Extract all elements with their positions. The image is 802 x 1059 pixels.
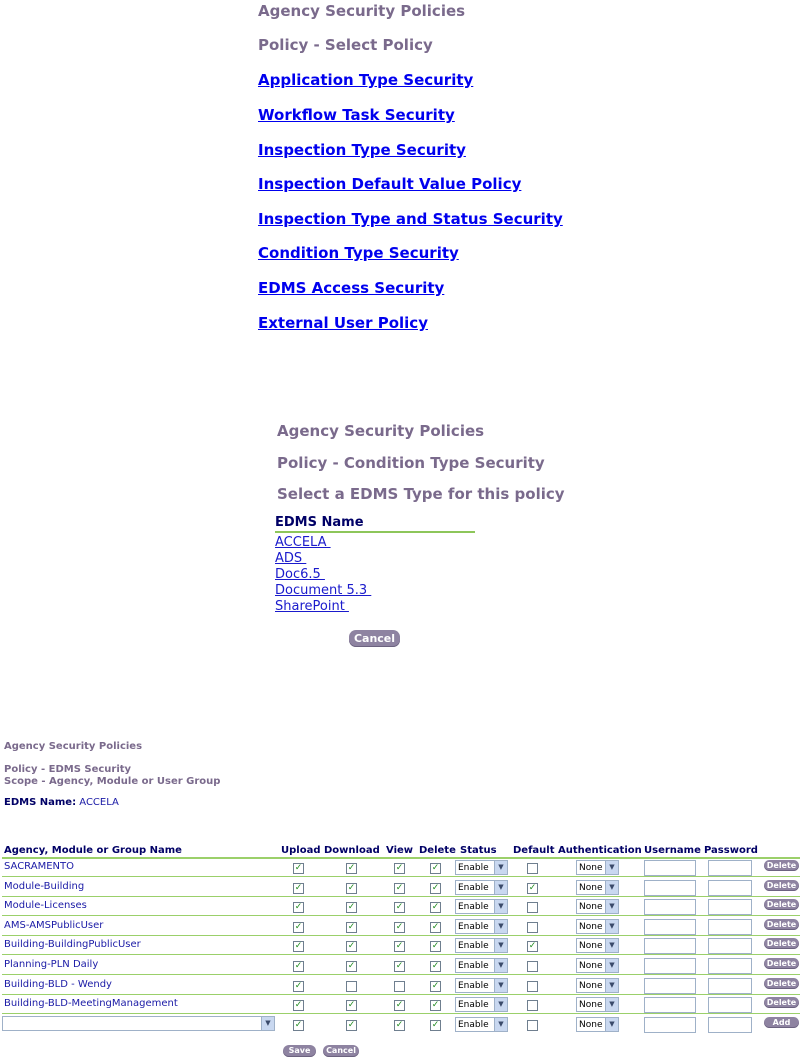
chevron-down-icon: ▼	[494, 900, 507, 913]
col-header-default: Default	[513, 845, 555, 856]
col-header-delete: Delete	[419, 845, 456, 856]
password-field[interactable]	[708, 1017, 752, 1033]
chevron-down-icon: ▼	[261, 1017, 274, 1030]
auth-select[interactable]	[576, 997, 619, 1012]
chevron-down-icon: ▼	[605, 939, 618, 952]
chevron-down-icon: ▼	[605, 959, 618, 972]
status-value: Enable	[458, 863, 489, 873]
save-button[interactable]: Save	[283, 1045, 316, 1057]
auth-value: None	[579, 941, 603, 951]
edms-name-label: EDMS Name:	[4, 797, 77, 808]
cancel-button[interactable]: Cancel	[349, 630, 400, 647]
edms-name-column-header: EDMS Name	[275, 515, 475, 533]
row-name: Module-Licenses	[4, 900, 87, 911]
chevron-down-icon: ▼	[605, 881, 618, 894]
default-checkbox[interactable]	[527, 863, 538, 874]
status-select[interactable]	[455, 899, 508, 914]
upload-checkbox[interactable]: ✓	[294, 961, 303, 971]
username-field[interactable]	[644, 997, 696, 1013]
view-checkbox[interactable]	[394, 981, 405, 992]
link-workflow-task-security[interactable]: Workflow Task Security	[258, 106, 455, 124]
auth-select[interactable]	[576, 880, 619, 895]
auth-select[interactable]	[576, 899, 619, 914]
chevron-down-icon: ▼	[605, 920, 618, 933]
auth-select[interactable]	[576, 938, 619, 953]
default-checkbox[interactable]	[527, 1000, 538, 1011]
upload-checkbox[interactable]: ✓	[294, 941, 303, 951]
password-field[interactable]	[708, 860, 752, 876]
default-checkbox[interactable]	[527, 981, 538, 992]
download-checkbox[interactable]: ✓	[347, 1020, 356, 1030]
default-checkbox[interactable]	[527, 902, 538, 913]
row-divider	[2, 915, 800, 916]
password-field[interactable]	[708, 899, 752, 915]
edms-prompt: Select a EDMS Type for this policy	[277, 485, 565, 503]
col-header-authentication: Authentication	[558, 845, 642, 856]
delete-checkbox[interactable]: ✓	[431, 981, 440, 991]
status-value: Enable	[458, 1020, 489, 1030]
chevron-down-icon: ▼	[605, 998, 618, 1011]
delete-checkbox[interactable]: ✓	[431, 941, 440, 951]
cancel-button[interactable]: Cancel	[323, 1045, 359, 1057]
username-field[interactable]	[644, 919, 696, 935]
row-name: Module-Building	[4, 881, 85, 892]
chevron-down-icon: ▼	[605, 1018, 618, 1031]
default-checkbox[interactable]: ✓	[528, 883, 537, 893]
username-field[interactable]	[644, 899, 696, 915]
download-checkbox[interactable]: ✓	[347, 1000, 356, 1010]
row-name: AMS-AMSPublicUser	[4, 920, 104, 931]
link-inspection-type-security[interactable]: Inspection Type Security	[258, 141, 466, 159]
download-checkbox[interactable]: ✓	[347, 863, 356, 873]
delete-row-button[interactable]: Delete	[764, 860, 799, 871]
view-checkbox[interactable]: ✓	[395, 863, 404, 873]
upload-checkbox[interactable]: ✓	[294, 922, 303, 932]
auth-select[interactable]	[576, 978, 619, 993]
link-application-type-security[interactable]: Application Type Security	[258, 71, 474, 89]
upload-checkbox[interactable]: ✓	[294, 1000, 303, 1010]
status-value: Enable	[458, 941, 489, 951]
chevron-down-icon: ▼	[605, 861, 618, 874]
delete-row-button[interactable]: Delete	[764, 978, 799, 989]
status-select[interactable]	[455, 860, 508, 875]
row-divider	[2, 994, 800, 995]
delete-checkbox[interactable]: ✓	[431, 1000, 440, 1010]
download-checkbox[interactable]	[346, 981, 357, 992]
chevron-down-icon: ▼	[494, 920, 507, 933]
auth-value: None	[579, 961, 603, 971]
username-field[interactable]	[644, 860, 696, 876]
row-name: Building-BLD-MeetingManagement	[4, 998, 178, 1009]
delete-checkbox[interactable]: ✓	[431, 961, 440, 971]
page-heading: Agency Security Policies	[277, 422, 485, 440]
policy-title: Policy - Condition Type Security	[277, 454, 545, 472]
auth-value: None	[579, 863, 603, 873]
password-field[interactable]	[708, 919, 752, 935]
chevron-down-icon: ▼	[605, 900, 618, 913]
upload-checkbox[interactable]: ✓	[294, 981, 303, 991]
username-field[interactable]	[644, 958, 696, 974]
status-value: Enable	[458, 883, 489, 893]
default-checkbox[interactable]	[527, 961, 538, 972]
chevron-down-icon: ▼	[494, 959, 507, 972]
chevron-down-icon: ▼	[494, 1018, 507, 1031]
download-checkbox[interactable]: ✓	[347, 922, 356, 932]
col-header-password: Password	[704, 845, 758, 856]
chevron-down-icon: ▼	[494, 881, 507, 894]
password-field[interactable]	[708, 938, 752, 954]
delete-row-button[interactable]: Delete	[764, 997, 799, 1008]
chevron-down-icon: ▼	[494, 939, 507, 952]
chevron-down-icon: ▼	[494, 861, 507, 874]
col-header-username: Username	[644, 845, 701, 856]
row-divider	[2, 1013, 800, 1014]
status-value: Enable	[458, 1000, 489, 1010]
edms-name-value: ACCELA	[79, 797, 119, 808]
auth-value: None	[579, 902, 603, 912]
auth-select[interactable]	[576, 1017, 619, 1032]
username-field[interactable]	[644, 1017, 696, 1033]
auth-value: None	[579, 883, 603, 893]
page-heading: Agency Security Policies	[258, 2, 466, 20]
col-header-upload: Upload	[281, 845, 321, 856]
upload-checkbox[interactable]: ✓	[294, 883, 303, 893]
upload-checkbox[interactable]: ✓	[294, 1020, 303, 1030]
username-field[interactable]	[644, 880, 696, 896]
edms-type-link[interactable]: SharePoint	[275, 599, 349, 614]
row-name: Planning-PLN Daily	[4, 959, 99, 970]
status-select[interactable]	[455, 978, 508, 993]
delete-checkbox[interactable]: ✓	[431, 922, 440, 932]
delete-row-button[interactable]: Delete	[764, 880, 799, 891]
link-external-user-policy[interactable]: External User Policy	[258, 314, 428, 332]
view-checkbox[interactable]: ✓	[395, 922, 404, 932]
status-select[interactable]	[455, 919, 508, 934]
link-inspection-type-status-security[interactable]: Inspection Type and Status Security	[258, 210, 563, 228]
row-divider	[2, 896, 800, 897]
download-checkbox[interactable]: ✓	[347, 961, 356, 971]
delete-row-button[interactable]: Delete	[764, 958, 799, 969]
password-field[interactable]	[708, 958, 752, 974]
delete-checkbox[interactable]: ✓	[431, 883, 440, 893]
row-name: Building-BLD - Wendy	[4, 979, 112, 990]
default-checkbox[interactable]	[527, 922, 538, 933]
view-checkbox[interactable]: ✓	[395, 883, 404, 893]
download-checkbox[interactable]: ✓	[347, 941, 356, 951]
policy-subheading: Policy - Select Policy	[258, 36, 433, 54]
status-select[interactable]	[455, 958, 508, 973]
add-button[interactable]: Add	[764, 1017, 799, 1028]
status-select[interactable]	[455, 997, 508, 1012]
row-divider	[2, 954, 800, 955]
row-divider	[2, 974, 800, 975]
auth-value: None	[579, 1020, 603, 1030]
col-header-download: Download	[324, 845, 380, 856]
password-field[interactable]	[708, 880, 752, 896]
status-select[interactable]	[455, 880, 508, 895]
chevron-down-icon: ▼	[605, 979, 618, 992]
row-divider	[2, 876, 800, 877]
link-condition-type-security[interactable]: Condition Type Security	[258, 244, 459, 262]
password-field[interactable]	[708, 997, 752, 1013]
row-divider	[2, 935, 800, 936]
status-value: Enable	[458, 961, 489, 971]
edms-type-link[interactable]: Document 5.3	[275, 583, 372, 598]
chevron-down-icon: ▼	[494, 979, 507, 992]
download-checkbox[interactable]: ✓	[347, 902, 356, 912]
link-inspection-default-value-policy[interactable]: Inspection Default Value Policy	[258, 175, 522, 193]
download-checkbox[interactable]: ✓	[347, 883, 356, 893]
upload-checkbox[interactable]: ✓	[294, 863, 303, 873]
col-header-name: Agency, Module or Group Name	[4, 845, 182, 856]
default-checkbox[interactable]	[527, 1020, 538, 1031]
row-name: Building-BuildingPublicUser	[4, 939, 141, 950]
group-name-select[interactable]	[2, 1016, 275, 1031]
view-checkbox[interactable]: ✓	[395, 1000, 404, 1010]
view-checkbox[interactable]: ✓	[395, 941, 404, 951]
col-header-status: Status	[460, 845, 497, 856]
chevron-down-icon: ▼	[494, 998, 507, 1011]
auth-select[interactable]	[576, 919, 619, 934]
col-header-view: View	[386, 845, 414, 856]
view-checkbox[interactable]: ✓	[395, 902, 404, 912]
edms-type-link[interactable]: Doc6.5	[275, 567, 325, 582]
view-checkbox[interactable]: ✓	[395, 961, 404, 971]
view-checkbox[interactable]: ✓	[395, 1020, 404, 1030]
upload-checkbox[interactable]: ✓	[294, 902, 303, 912]
auth-value: None	[579, 922, 603, 932]
header-divider	[2, 857, 800, 859]
page-heading: Agency Security Policies	[4, 741, 143, 752]
delete-checkbox[interactable]: ✓	[431, 863, 440, 873]
edms-type-link[interactable]: ACCELA	[275, 535, 331, 550]
username-field[interactable]	[644, 978, 696, 994]
edms-name-display	[4, 797, 119, 808]
auth-select[interactable]	[576, 860, 619, 875]
delete-checkbox[interactable]: ✓	[431, 1020, 440, 1030]
delete-checkbox[interactable]: ✓	[431, 902, 440, 912]
auth-select[interactable]	[576, 958, 619, 973]
username-field[interactable]	[644, 938, 696, 954]
password-field[interactable]	[708, 978, 752, 994]
delete-row-button[interactable]: Delete	[764, 899, 799, 910]
edms-type-link[interactable]: ADS	[275, 551, 307, 566]
auth-value: None	[579, 1000, 603, 1010]
status-select[interactable]	[455, 938, 508, 953]
delete-row-button[interactable]: Delete	[764, 919, 799, 930]
auth-value: None	[579, 981, 603, 991]
link-edms-access-security[interactable]: EDMS Access Security	[258, 279, 445, 297]
default-checkbox[interactable]: ✓	[528, 941, 537, 951]
status-value: Enable	[458, 981, 489, 991]
scope-text: Scope - Agency, Module or User Group	[4, 776, 221, 787]
status-value: Enable	[458, 902, 489, 912]
status-value: Enable	[458, 922, 489, 932]
row-name: SACRAMENTO	[4, 861, 74, 872]
delete-row-button[interactable]: Delete	[764, 938, 799, 949]
status-select[interactable]	[455, 1017, 508, 1032]
policy-title: Policy - EDMS Security	[4, 764, 132, 775]
